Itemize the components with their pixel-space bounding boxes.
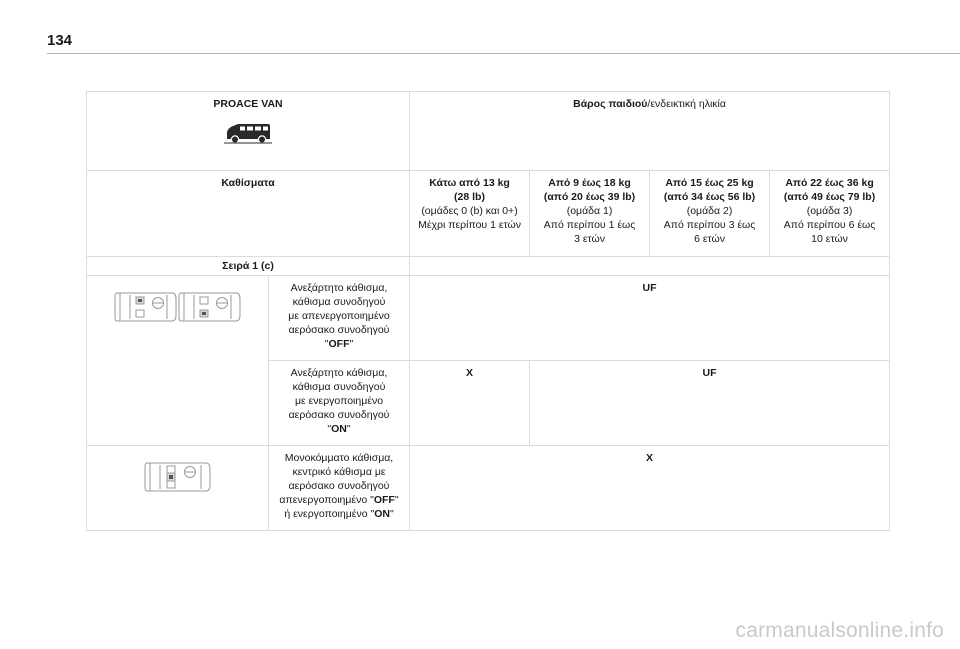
seat-value-2b: UF — [530, 361, 890, 446]
weight-heading-bold: Βάρος παιδιού — [573, 98, 648, 110]
row-label: Σειρά 1 (c) — [87, 257, 410, 276]
seat-row-1 — [87, 276, 890, 361]
airbag-on-label: ON — [331, 423, 347, 435]
row-label-row — [87, 257, 890, 276]
child-seat-table — [86, 91, 890, 531]
vehicle-header-row — [87, 92, 890, 171]
seat-value-2a: X — [410, 361, 530, 446]
header-rule — [47, 53, 960, 54]
van-icon — [91, 121, 405, 145]
seat-desc-1: Ανεξάρτητο κάθισμα, κάθισμα συνοδηγού με απενεργοποιημένο αερόσακο συνοδηγού "OFF" — [269, 276, 410, 361]
watermark: carmanualsonline.info — [735, 619, 944, 642]
seat-desc-2: Ανεξάρτητο κάθισμα, κάθισμα συνοδηγού με ενεργοποιημένο αερόσακο συνοδηγού "ON" — [269, 361, 410, 446]
vehicle-cell — [87, 92, 410, 171]
weight-heading-rest: /ενδεικτική ηλικία — [647, 98, 726, 110]
weight-heading-cell — [410, 92, 890, 171]
row-label-empty — [410, 257, 890, 276]
diagram-cell-1 — [87, 276, 269, 446]
group-cell-2: Από 9 έως 18 kg (από 20 έως 39 lb) (ομάδα 1) Από περίπου 1 έως 3 ετών — [530, 171, 650, 257]
airbag-off-label: OFF — [328, 338, 350, 350]
group-cell-3: Από 15 έως 25 kg (από 34 έως 56 lb) (ομάδα 2) Από περίπου 3 έως 6 ετών — [650, 171, 770, 257]
seat-value-1: UF — [410, 276, 890, 361]
group-cell-1: Κάτω από 13 kg (28 lb) (ομάδες 0 (b) και 0+) Μέχρι περίπου 1 ετών — [410, 171, 530, 257]
diagram-cell-2 — [87, 446, 269, 531]
seats-label: Καθίσματα — [87, 171, 410, 257]
seat-diagram-icon — [91, 289, 264, 325]
seat-value-3: X — [410, 446, 890, 531]
group-cell-4: Από 22 έως 36 kg (από 49 έως 79 lb) (ομάδα 3) Από περίπου 6 έως 10 ετών — [770, 171, 890, 257]
groups-row — [87, 171, 890, 257]
seat-row-3 — [87, 446, 890, 531]
vehicle-name: PROACE VAN — [213, 98, 283, 110]
seat-desc-3: Μονοκόμματο κάθισμα, κεντρικό κάθισμα με αερόσακο συνοδηγού απενεργοποιημένο "OFF" ή ενεργοποιημένο "ON" — [269, 446, 410, 531]
bench-seat-diagram-icon — [91, 459, 264, 495]
page-number: 134 — [47, 32, 73, 49]
